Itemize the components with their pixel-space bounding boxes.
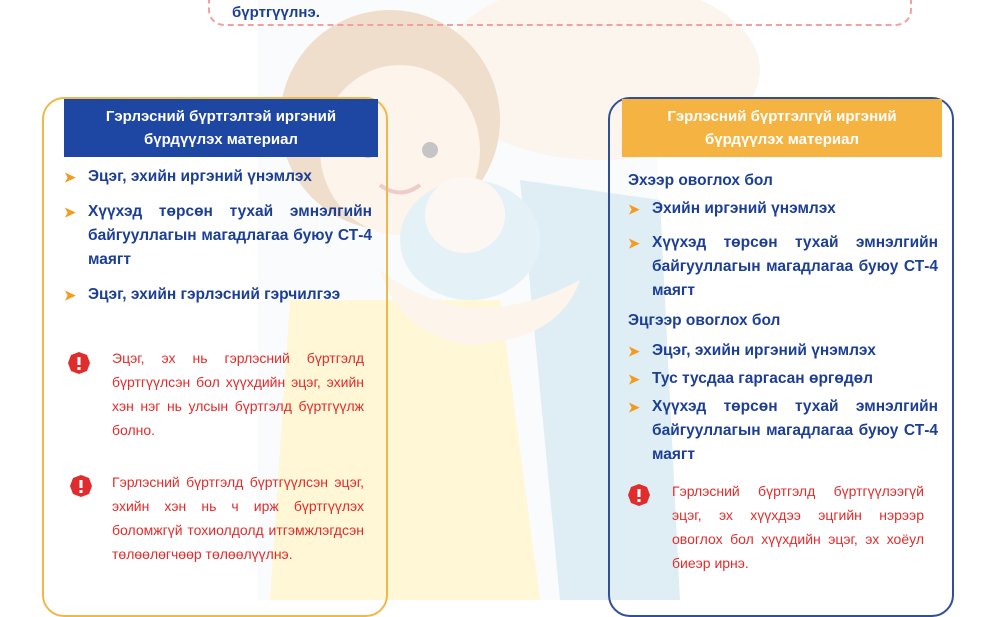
arrow-bullet-icon: ➤ bbox=[628, 399, 640, 415]
married-note-2: Гэрлэсний бүртгэлд бүртгүүлсэн эцэг, эхийн хэн нь ч ирж бүртгүүлэх боломжгүй тохиолдолд итгэмжлэгдсэн төлөөлөгчөөр төлөөлүүлнэ. bbox=[112, 474, 364, 562]
list-item: ➤ Хүүхэд төрсөн тухай эмнэлгийн байгууллагын магадлагаа буюу СТ-4 маягт bbox=[64, 200, 372, 272]
list-item: ➤ Тус тусдаа гаргасан өргөдөл bbox=[628, 367, 938, 391]
arrow-bullet-icon: ➤ bbox=[628, 343, 640, 359]
arrow-bullet-icon: ➤ bbox=[628, 371, 640, 387]
arrow-bullet-icon: ➤ bbox=[64, 169, 76, 185]
list-item: ➤ Хүүхэд төрсөн тухай эмнэлгийн байгууллагын магадлагаа буюу СТ-4 маягт bbox=[628, 231, 938, 303]
married-materials-panel bbox=[42, 97, 388, 617]
list-item: ➤ Эцэг, эхийн гэрлэсний гэрчилгээ bbox=[64, 283, 372, 307]
arrow-bullet-icon: ➤ bbox=[64, 204, 76, 220]
list-item: ➤ Эцэг, эхийн иргэний үнэмлэх bbox=[628, 339, 938, 363]
warning-icon bbox=[70, 475, 92, 497]
list-item: ➤ Эхийн иргэний үнэмлэх bbox=[628, 197, 938, 221]
mother-section-heading: Эхээр овоглох бол bbox=[628, 172, 773, 189]
married-panel-title: Гэрлэсний бүртгэлтэй иргэний бүрдүүлэх материал bbox=[64, 99, 378, 157]
unmarried-materials-panel bbox=[608, 97, 954, 617]
warning-icon bbox=[68, 352, 90, 374]
married-materials-list bbox=[64, 165, 372, 307]
top-banner-text: бүртгүүлнэ. bbox=[232, 4, 320, 21]
warning-icon bbox=[628, 484, 650, 506]
list-item: ➤ Эцэг, эхийн иргэний үнэмлэх bbox=[64, 165, 372, 189]
unmarried-panel-title: Гэрлэсний бүртгэлгүй иргэний бүрдүүлэх материал bbox=[622, 99, 942, 157]
married-note-1: Эцэг, эх нь гэрлэсний бүртгэлд бүртгүүлсэн бол хүүхдийн эцэг, эхийн хэн нэг нь улсын бүртгэлд бүртгүүлж болно. bbox=[112, 350, 364, 438]
top-banner bbox=[208, 0, 912, 26]
unmarried-materials-list bbox=[628, 169, 938, 467]
arrow-bullet-icon: ➤ bbox=[628, 235, 640, 251]
father-section-heading: Эцгээр овоглох бол bbox=[628, 312, 781, 329]
arrow-bullet-icon: ➤ bbox=[64, 287, 76, 303]
list-item: ➤ Хүүхэд төрсөн тухай эмнэлгийн байгууллагын магадлагаа буюу СТ-4 маягт bbox=[628, 395, 938, 467]
arrow-bullet-icon: ➤ bbox=[628, 201, 640, 217]
unmarried-note: Гэрлэсний бүртгэлд бүртгүүлээгүй эцэг, эх хүүхдээ эцгийн нэрээр овоглох бол хүүхдийн эцэг, эх хоёул биеэр ирнэ. bbox=[672, 483, 924, 571]
